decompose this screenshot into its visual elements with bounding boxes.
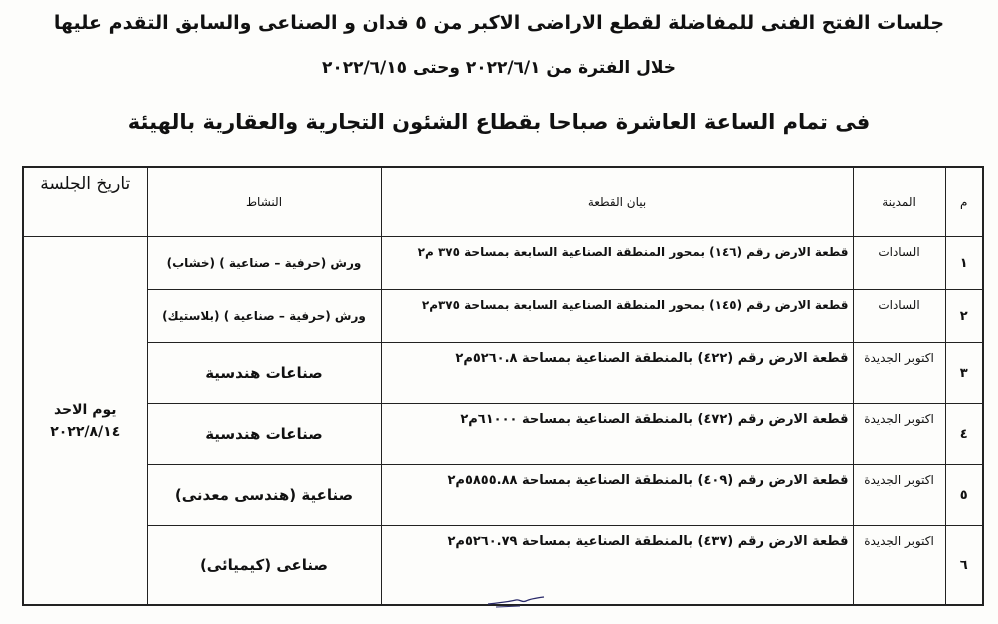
- row-city: السادات: [853, 237, 945, 290]
- table-row: [23, 343, 983, 404]
- row-num: ٣: [945, 343, 983, 404]
- row-activity: صناعات هندسية: [147, 404, 381, 465]
- session-date-cell: [23, 237, 147, 606]
- header-date: تاريخ الجلسة: [23, 167, 147, 237]
- session-day: يوم الاحد: [53, 401, 117, 418]
- row-num: ١: [945, 237, 983, 290]
- row-city: اكتوبر الجديدة: [853, 465, 945, 526]
- document-title: جلسات الفتح الفنى للمفاضلة لقطع الاراضى الاكبر من ٥ فدان و الصناعى والسابق التقدم عليها: [53, 12, 945, 34]
- header-activity: النشاط: [147, 167, 381, 237]
- row-activity: ورش (حرفية – صناعية ) (خشاب): [147, 237, 381, 290]
- session-date: ٢٠٢٢/٨/١٤: [50, 423, 121, 440]
- table-row: [23, 465, 983, 526]
- period-line: خلال الفترة من ٢٠٢٢/٦/١ وحتى ٢٠٢٢/٦/١٥: [321, 58, 677, 78]
- table-header-row: [23, 167, 983, 237]
- row-city: السادات: [853, 290, 945, 343]
- session-time-line: فى تمام الساعة العاشرة صباحا بقطاع الشئون التجارية والعقارية بالهيئة: [127, 110, 871, 134]
- row-desc: قطعة الارض رقم (٤٧٢) بالمنطقة الصناعية بمساحة ٦١٠٠٠م٢: [381, 404, 853, 465]
- row-num: ٢: [945, 290, 983, 343]
- row-activity: صناعات هندسية: [147, 343, 381, 404]
- sessions-table: [22, 166, 984, 606]
- signature-mark: [486, 594, 546, 608]
- row-num: ٦: [945, 526, 983, 606]
- header-city: المدينة: [853, 167, 945, 237]
- row-desc: قطعة الارض رقم (٤٢٢) بالمنطقة الصناعية بمساحة ٥٢٦٠.٨م٢: [381, 343, 853, 404]
- row-desc: قطعة الارض رقم (٤٠٩) بالمنطقة الصناعية بمساحة ٥٨٥٥.٨٨م٢: [381, 465, 853, 526]
- row-desc: قطعة الارض رقم (١٤٥) بمحور المنطقة الصناعية السابعة بمساحة ٣٧٥م٢: [381, 290, 853, 343]
- row-activity: ورش (حرفية – صناعية ) (بلاستيك): [147, 290, 381, 343]
- header-desc: بيان القطعة: [381, 167, 853, 237]
- table-row: [23, 404, 983, 465]
- row-city: اكتوبر الجديدة: [853, 404, 945, 465]
- header-num: م: [945, 167, 983, 237]
- table-row: [23, 290, 983, 343]
- row-activity: صناعية (هندسى معدنى): [147, 465, 381, 526]
- row-num: ٥: [945, 465, 983, 526]
- row-city: اكتوبر الجديدة: [853, 343, 945, 404]
- row-activity: صناعى (كيميائى): [147, 526, 381, 606]
- row-desc: قطعة الارض رقم (٤٣٧) بالمنطقة الصناعية بمساحة ٥٢٦٠.٧٩م٢: [381, 526, 853, 606]
- table-row: [23, 237, 983, 290]
- row-city: اكتوبر الجديدة: [853, 526, 945, 606]
- row-num: ٤: [945, 404, 983, 465]
- row-desc: قطعة الارض رقم (١٤٦) بمحور المنطقة الصناعية السابعة بمساحة ٣٧٥ م٢: [381, 237, 853, 290]
